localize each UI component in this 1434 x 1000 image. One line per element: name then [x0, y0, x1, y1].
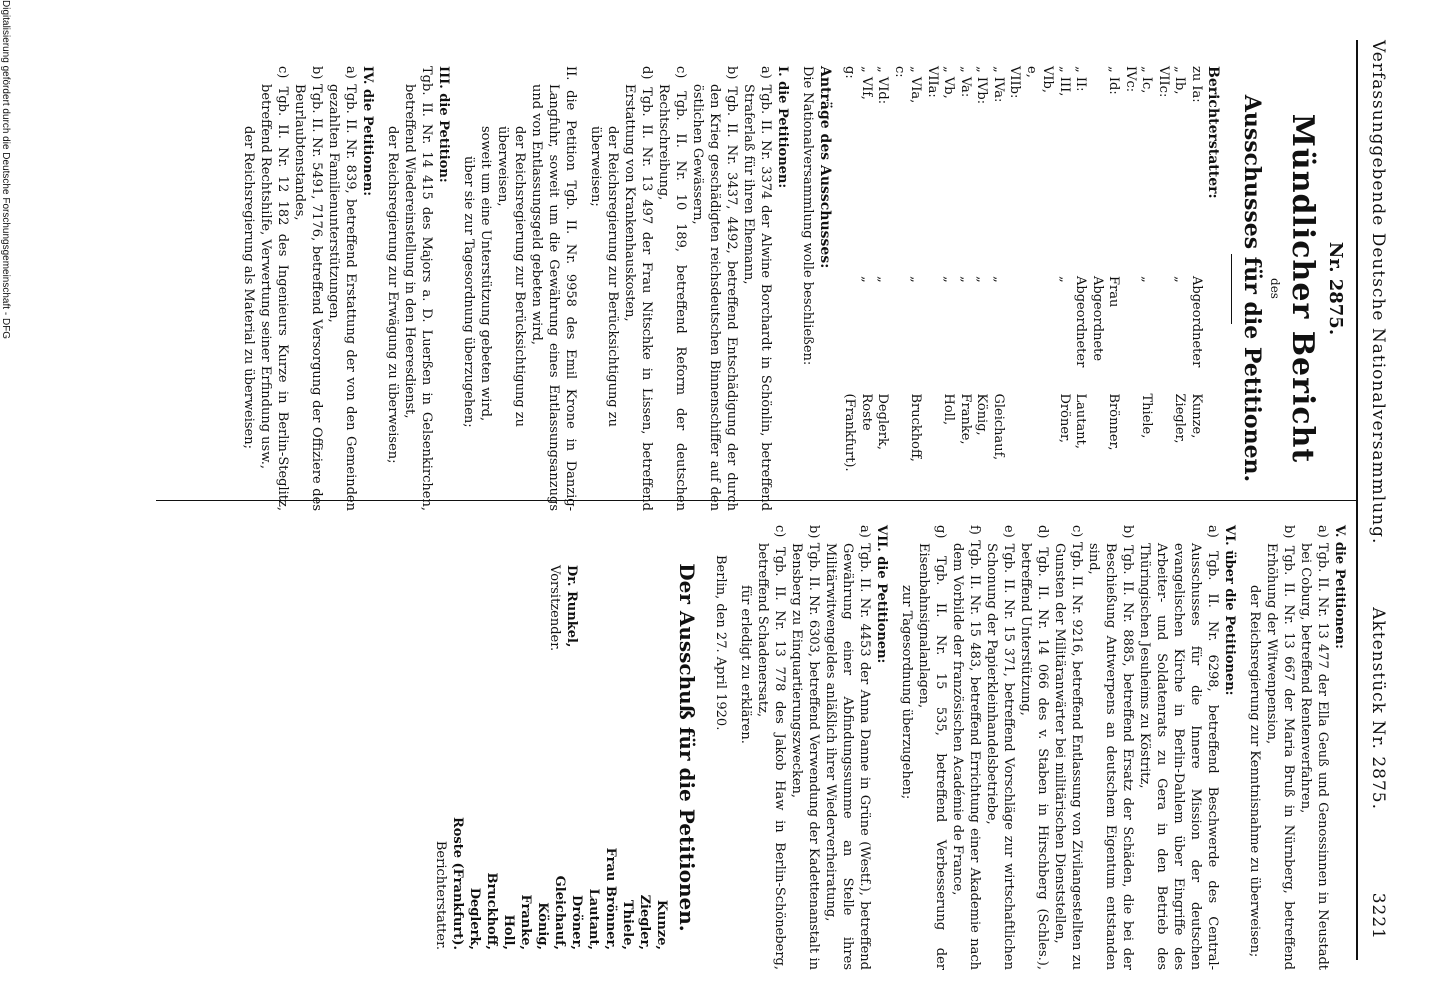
- section-I: I. die Petitionen: a) Tgb. II. Nr. 3374 der Alwine Borchardt in Schönlin, betreffend Straferlaß für ihren Ehemann, b) Tgb. II. Nr. 3437, 4492, betreffend Entschädigung der durch den Krieg geschädigten reichsdeutschen Binnenschiffer auf den östlichen Gewässern, c) Tgb. II. Nr. 10 189, betreffend Reform der deutschen Rechtschreibung, d) Tgb. II. Nr. 13 497 der Frau Nitschke in Lissen, betreffend Erstattung von Krankenhauskosten, der Reichsregierung zur Berücksichtigung zu überweisen;: [588, 66, 790, 511]
- header-rule: [1356, 40, 1358, 960]
- signer-name: Frau Brönner,: [603, 847, 618, 950]
- petition-item: b) Tgb. II. Nr. 13 667 der Maria Bruß in Nürnberg, betreffend Erhöhung der Witwenpension,: [1264, 525, 1296, 970]
- left-column: [240, 66, 1348, 511]
- signature-heading: Der Ausschuß für die Petitionen.: [675, 563, 699, 932]
- rapporteur-row: „ VIf, g: „ Roste (Frankfurt).: [842, 66, 874, 472]
- running-head-left: Verfassunggebende Deutsche Nationalversammlung.: [1368, 40, 1388, 545]
- petition-item: d) Tgb. II. Nr. 13 497 der Frau Nitschke in Lissen, betreffend Erstattung von Krankenhauskosten,: [622, 66, 654, 511]
- doc-title-des: des: [1268, 278, 1282, 299]
- signer-name: Kunze,: [654, 899, 669, 950]
- resolution: für erledigt zu erklären.: [738, 585, 753, 744]
- signers-role: Berichterstatter.: [433, 840, 448, 950]
- petition-item: a) Tgb. II. Nr. 4453 der Anna Danne in Grüne (Westf.), betreffend Gewährung einer Abfindungssumme an Stelle ihres Militärwitwengeldes anläßlich ihrer Wiederverheiratung,: [823, 525, 872, 970]
- signer-name: Bruckhoff,: [484, 872, 499, 950]
- doc-number: Nr. 2875.: [1325, 241, 1346, 336]
- running-head: [1364, 40, 1386, 940]
- petition-item: b) Tgb. II. Nr. 5491, 7176, betreffend Versorgung der Offiziere des Beurlaubtenstandes,: [292, 66, 324, 511]
- chair-signature: [432, 525, 670, 765]
- chair-name: Dr. Runkel,: [564, 565, 579, 648]
- doc-subtitle: Ausschusses für die Petitionen.: [1239, 94, 1265, 483]
- rapporteur-row: „ Va: „ Franke,: [958, 66, 973, 445]
- signer-name: Thiele,: [620, 899, 635, 950]
- resolution: der Reichsregierung zur Kenntnisnahme zu überweisen;: [1247, 585, 1262, 958]
- signer-name: Deglerk,: [467, 887, 482, 950]
- signer-name: Roste (Frankfurt).: [450, 816, 465, 950]
- rapporteur-row: „ IVb: „ König,: [974, 66, 990, 436]
- rapporteur-row: „ Ic, IVc: „ Thiele,: [1123, 66, 1155, 439]
- running-head-right: Aktenstück Nr. 2875.: [1368, 607, 1388, 810]
- rapporteur-signatures: [432, 765, 670, 970]
- date-line: Berlin, den 27. April 1920.: [713, 555, 728, 731]
- rapporteur-row: „ Ib, VIIc: „ Ziegler,: [1156, 66, 1188, 444]
- section-III: III. die Petition: Tgb. II. Nr. 14 415 des Majors a. D. Luerßen in Gelsenkirchen, betreffend Wiedereinstellung in den Heeresdienst, der Reichsregierung zur Erwägung zu überweisen;: [385, 66, 451, 511]
- rapporteur-row: „ VId: „ Deglerk,: [875, 66, 891, 451]
- right-column: [432, 525, 1348, 970]
- motions-heading: Anträge des Ausschusses:: [817, 66, 833, 269]
- doc-title: Mündlicher Bericht: [1285, 113, 1320, 464]
- section-VI: VI. über die Petitionen: a) Tgb. II. Nr. 6298, betreffend Beschwerde des Central-Ausschusses für die Innere Mission der deutschen evangelischen Kirche in Berlin-Dahlem über Eingriffe des Arbeiter- und Soldatenrats zu Gera in den Betrieb des Thüringischen Jesuheims zu Köstritz, b) Tgb. II. Nr. 8885, betreffend Ersatz der Schäden, die bei der Beschießung Antwerpens an deutschem Eigentum entstanden sind, c) Tgb. II. Nr. 9216, betreffend Entlassung von Zivilangestellten zu Gunsten der Militäranwärter bei militärischen Dienststellen, d) Tgb. II. Nr. 14 066 des v. Staben in Hirschberg (Schles.), betreffend Unterstützung, e) Tgb. II. Nr. 15 371, betreffend Vorschläge zur wirtschaftlichen Schonung der Papierkleinhandelsbetriebe, f) Tgb. II. Nr. 15 483, betreffend Errichtung einer Akademie nach dem Vorbilde der französischen Académie de France, g) Tgb. II. Nr. 15 535, betreffend Verbesserung der Eisenbahnsignalanlagen, zur Tagesordnung überzugehen;: [899, 525, 1237, 970]
- petition-item: c) Tgb. II. Nr. 13 778 des Jakob Haw in Berlin-Schöneberg, betreffend Schadenersatz,: [755, 525, 787, 970]
- dfg-footer: [0, 0, 14, 339]
- title-rule: [1231, 254, 1232, 324]
- signer-name: Holl,: [501, 914, 516, 950]
- signer-name: Gleichauf,: [552, 875, 567, 950]
- signer-name: Dröner,: [569, 895, 584, 950]
- petition-item: d) Tgb. II. Nr. 14 066 des v. Staben in Hirschberg (Schles.), betreffend Unterstützung,: [1018, 525, 1050, 970]
- petition-item: b) Tgb. II. Nr. 6303, betreffend Verwendung der Kadettenanstalt in Bensberg zu Einquartierungszwecken,: [789, 525, 821, 970]
- rapporteur-row: „ II: Abgeordneter Lautant,: [1073, 66, 1089, 449]
- resolution: der Reichsregierung zur Berücksichtigung zu überweisen;: [588, 126, 620, 427]
- petition-item: b) Tgb. II. Nr. 8885, betreffend Ersatz der Schäden, die bei der Beschießung Antwerpens an deutschem Eigentum entstanden sind,: [1086, 525, 1135, 970]
- petition-item: Tgb. II. Nr. 14 415 des Majors a. D. Luerßen in Gelsenkirchen, betreffend Wiedereinstellung in den Heeresdienst,: [402, 66, 434, 511]
- petition-item: a) Tgb. II. Nr. 13 477 der Ella Geuß und Genossinnen in Neustadt bei Coburg, betreffend Rentenverfahren,: [1298, 525, 1330, 970]
- petition-item: f) Tgb. II. Nr. 15 483, betreffend Errichtung einer Akademie nach dem Vorbilde der französischen Académie de France,: [950, 525, 982, 970]
- signature-block: [432, 525, 670, 970]
- section-VII: VII. die Petitionen: a) Tgb. II. Nr. 4453 der Anna Danne in Grüne (Westf.), betreffend Gewährung einer Abfindungssumme an Stelle ihres Militärwitwengeldes anläßlich ihrer Wiederverheiratung, b) Tgb. II. Nr. 6303, betreffend Verwendung der Kadettenanstalt in Bensberg zu Einquartierungszwecken, c) Tgb. II. Nr. 13 778 des Jakob Haw in Berlin-Schöneberg, betreffend Schadenersatz, für erledigt zu erklären.: [738, 525, 889, 970]
- section-IV: IV. die Petitionen: a) Tgb. II. Nr. 839, betreffend Erstattung der von den Gemeinden gezahlten Familienunterstützungen, b) Tgb. II. Nr. 5491, 7176, betreffend Versorgung der Offiziere des Beurlaubtenstandes, c) Tgb. II. Nr. 12 182 des Ingenieurs Kurze in Berlin-Steglitz, betreffend Rechtshilfe, Verwertung seiner Erfindung usw., der Reichsregierung als Material zu überweisen;: [241, 66, 375, 511]
- rapporteurs-list: [841, 66, 1204, 511]
- petition-item: e) Tgb. II. Nr. 15 371, betreffend Vorschläge zur wirtschaftlichen Schonung der Papierkleinhandelsbetriebe,: [984, 525, 1016, 970]
- signer-name: Lautant,: [586, 888, 601, 950]
- rapporteur-row: „ IVa: „ Gleichauf,: [991, 66, 1006, 461]
- resolution: der Reichsregierung zur Berücksichtigung zu überweisen,: [495, 126, 527, 427]
- petition-item: a) Tgb. II. Nr. 3374 der Alwine Borchardt in Schönlin, betreffend Straferlaß für ihren Ehemann,: [741, 66, 773, 511]
- section-II: II. die Petition Tgb. II. Nr. 9958 des Emil Krone in Danzig-Langfuhr, soweit um die Gewährung eines Entlassungsanzugs und von Entlassungsgeld gebeten wird, der Reichsregierung zur Berücksichtigung zu überweisen, soweit um eine Unterstützung gebeten wird, über sie zur Tagesordnung überzugehen;: [461, 66, 578, 511]
- rapporteur-row: „ Id: Frau Abgeordnete Brönner,: [1090, 66, 1122, 451]
- footer-text: Digitalisierung gefördert durch die Deutsche Forschungsgemeinschaft - DFG: [0, 0, 11, 340]
- signer-name: König,: [535, 902, 550, 950]
- resolution: der Reichsregierung zur Erwägung zu überweisen;: [385, 126, 400, 464]
- rapporteur-row: zu Ia: Abgeordneter Kunze,: [1189, 66, 1204, 439]
- rapporteur-row: „ Vb, VIIa: „ Holl,: [925, 66, 957, 426]
- chair-role: Vorsitzender.: [547, 565, 562, 652]
- motions-intro: Die Nationalversammlung wolle beschließen:: [800, 66, 815, 366]
- petition-item: g) Tgb. II. Nr. 15 535, betreffend Verbesserung der Eisenbahnsignalanlagen,: [916, 525, 948, 970]
- petition-item: b) Tgb. II. Nr. 3437, 4492, betreffend Entschädigung der durch den Krieg geschädigten reichsdeutschen Binnenschiffer auf den östlichen Gewässern,: [690, 66, 739, 511]
- rapporteurs-heading: Berichterstatter:: [1205, 66, 1221, 199]
- rapporteur-row: „ VIa, c: „ Bruckhoff,: [892, 66, 924, 462]
- resolution: über sie zur Tagesordnung überzugehen;: [461, 156, 476, 428]
- petition-item: c) Tgb. II. Nr. 12 182 des Ingenieurs Kurze in Berlin-Steglitz, betreffend Rechtshilfe, Verwertung seiner Erfindung usw.,: [258, 66, 290, 511]
- section-V: V. die Petitionen: a) Tgb. II. Nr. 13 477 der Ella Geuß und Genossinnen in Neustadt bei Coburg, betreffend Rentenverfahren, b) Tgb. II. Nr. 13 667 der Maria Bruß in Nürnberg, betreffend Erhöhung der Witwenpension, der Reichsregierung zur Kenntnisnahme zu überweisen;: [1247, 525, 1347, 970]
- petition-item: c) Tgb. II. Nr. 10 189, betreffend Reform der deutschen Rechtschreibung,: [656, 66, 688, 511]
- petition-item: a) Tgb. II. Nr. 6298, betreffend Beschwerde des Central-Ausschusses für die Innere Mission der deutschen evangelischen Kirche in Berlin-Dahlem über Eingriffe des Arbeiter- und Soldatenrats zu Gera in den Betrieb des Thüringischen Jesuheims zu Köstritz,: [1137, 525, 1220, 970]
- signer-name: Ziegler,: [637, 894, 652, 950]
- petition-item: c) Tgb. II. Nr. 9216, betreffend Entlassung von Zivilangestellten zu Gunsten der Militäranwärter bei militärischen Dienststellen,: [1052, 525, 1084, 970]
- petition-item: a) Tgb. II. Nr. 839, betreffend Erstattung der von den Gemeinden gezahlten Familienunterstützungen,: [326, 66, 358, 511]
- rapporteur-row: „ III, VIb, e, VIIb: „ Dröner,: [1007, 66, 1072, 443]
- resolution: der Reichsregierung als Material zu überweisen;: [241, 126, 256, 449]
- page-number: 3221: [1368, 892, 1388, 940]
- signer-name: Franke,: [518, 894, 533, 950]
- resolution: zur Tagesordnung überzugehen;: [899, 585, 914, 800]
